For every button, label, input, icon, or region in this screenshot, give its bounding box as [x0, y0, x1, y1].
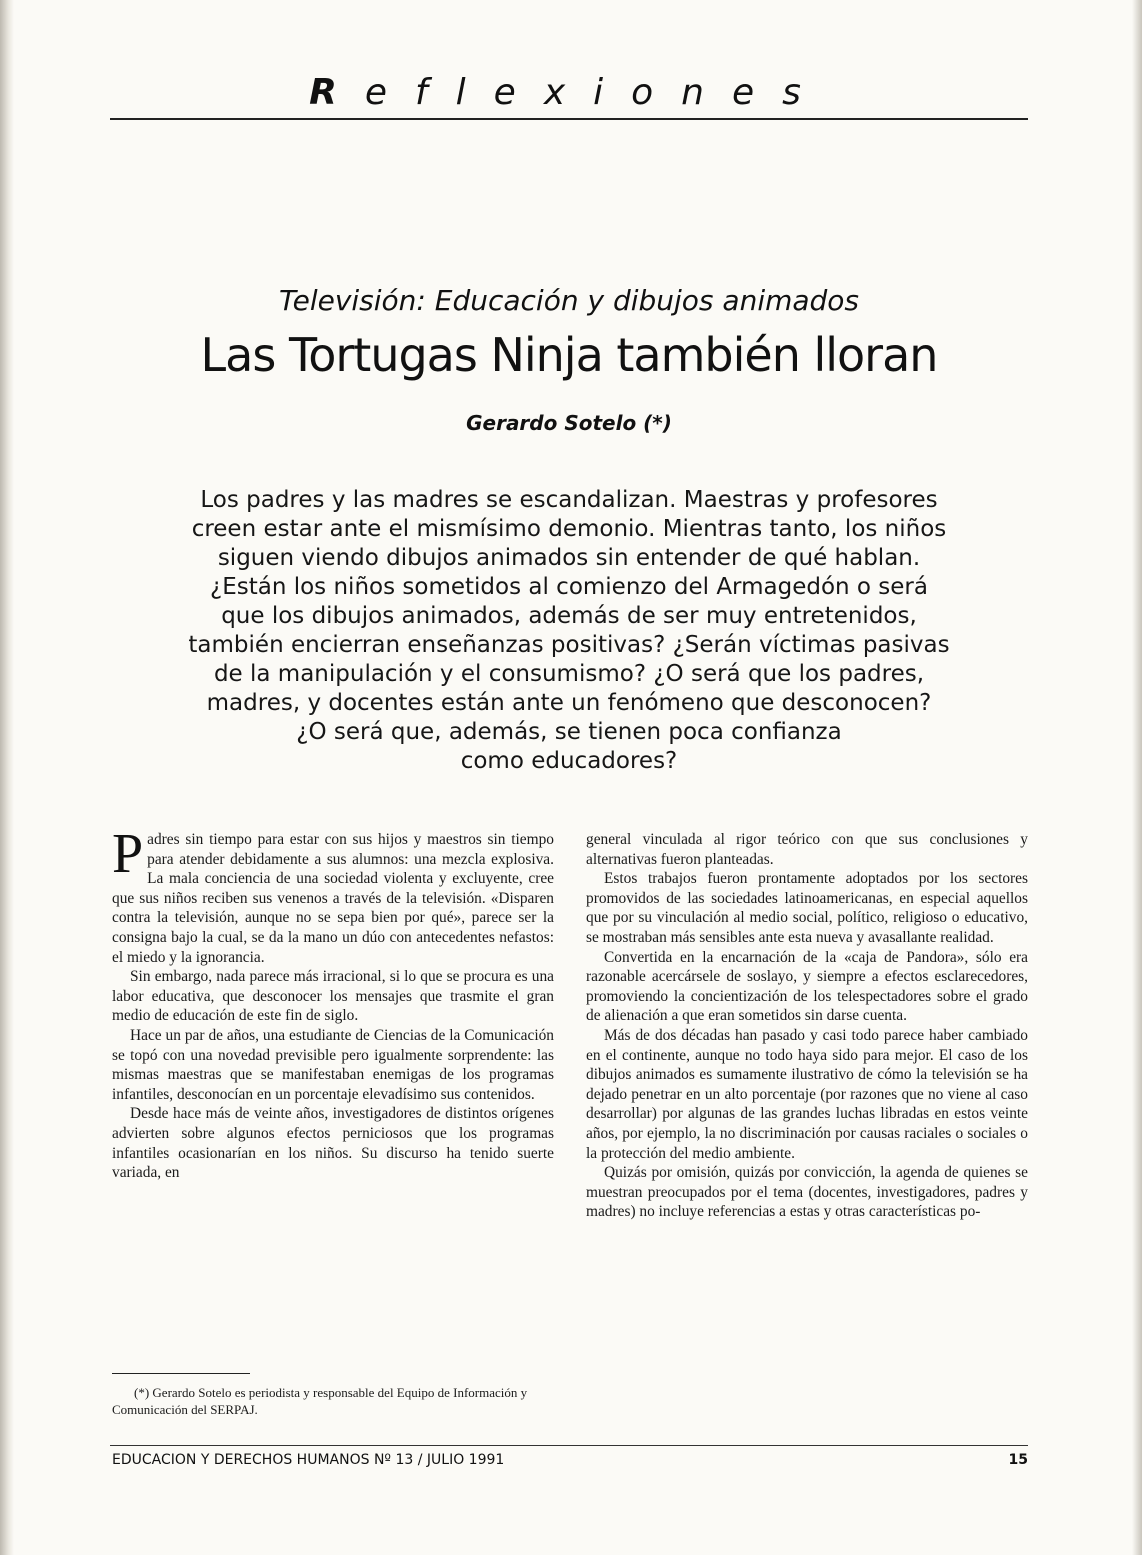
body-column-left — [112, 823, 554, 1183]
drop-cap: P — [112, 823, 144, 885]
section-header — [110, 72, 1028, 118]
page-binding-edge — [0, 0, 14, 1555]
body-paragraph: Desde hace más de veinte años, investigadores de distintos orígenes advierten sobre algunos efectos perniciosos que los programas infantiles ocasionarían en los niños. Su discurso ha tenido suerte variada, en — [112, 1105, 554, 1182]
body-paragraph: Hace un par de años, una estudiante de Ciencias de la Comunicación se topó con una novedad previsible pero igualmente sorprendente: las mismas maestras que se manifestaban enemigas de los programas infantiles, desconocían en un porcentaje elevadísimo sus contenidos. — [112, 1026, 554, 1103]
footer-rule — [110, 1445, 1028, 1446]
abstract-line: Los padres y las madres se escandalizan. Maestras y profesores — [200, 487, 938, 513]
body-paragraph: Sin embargo, nada parece más irracional, si lo que se procura es una labor educativa, que desconocer los mensajes que trasmite el gran medio de educación de este fin de siglo. — [112, 968, 554, 1025]
abstract-line: creen estar ante el mismísimo demonio. Mientras tanto, los niños — [191, 516, 947, 542]
page-right-edge — [1132, 0, 1142, 1555]
footnote-rule — [112, 1373, 250, 1374]
page-number: 15 — [1008, 1452, 1028, 1468]
body-paragraph: Más de dos décadas han pasado y casi todo parece haber cambiado en el continente, aunque no todo haya sido para mejor. El caso de los dibujos animados es sumamente ilustrativo de cómo la televisión se ha dejado penetrar en un alto porcentaje (por razones que no viene al caso desarrollar) por algunas de las grandes luchas libradas en estos veinte años, por ejemplo, la no discriminación por causas raciales o sociales o la protección del medio ambiente. — [586, 1026, 1028, 1162]
footnote: (*) Gerardo Sotelo es periodista y responsable del Equipo de Información y Comunicación del SERPAJ. — [112, 1385, 528, 1417]
header-rule — [110, 118, 1028, 120]
body-paragraph: general vinculada al rigor teórico con que sus conclusiones y alternativas fueron planteadas. — [586, 831, 1028, 868]
body-paragraph — [112, 823, 554, 967]
paragraph-text: adres sin tiempo para estar con sus hijos y maestros sin tiempo para atender debidamente a sus alumnos: una mezcla explosiva. La mala conciencia de una sociedad violenta y excluyente, cree que sus niños reciben sus venenos a través de la televisión. «Disparen contra la televisión, aunque no se sepa bien por qué», parece ser la consigna bajo la cual, se da la mano un dúo con antecedentes nefastos: el miedo y la ignorancia. — [112, 831, 554, 966]
article-kicker: Televisión: Educación y dibujos animados — [278, 284, 860, 317]
section-header-initial: R — [309, 72, 365, 113]
abstract-line: como educadores? — [460, 748, 678, 774]
abstract-line: madres, y docentes están ante un fenómeno que desconocen? — [206, 690, 932, 716]
abstract-line: de la manipulación y el consumismo? ¿O será que los padres, — [213, 661, 925, 687]
abstract-line: siguen viendo dibujos animados sin entender de qué hablan. — [217, 545, 921, 571]
abstract-line: ¿Están los niños sometidos al comienzo del Armagedón o será — [210, 574, 928, 600]
body-column-right — [586, 830, 1028, 1222]
journal-footer: EDUCACION Y DERECHOS HUMANOS Nº 13 / JULIO 1991 — [112, 1452, 505, 1468]
body-paragraph: Convertida en la encarnación de la «caja de Pandora», sólo era razonable acercársele de soslayo, y siempre a efectos esclarecedores, promoviendo la concientización de los telespectadores sobre el grado de alienación a que eran sometidos sin darse cuenta. — [586, 948, 1028, 1025]
body-paragraph: Estos trabajos fueron prontamente adoptados por los sectores promovidos de las sociedades latinoamericanas, en especial aquellos que por su vinculación al medio social, político, religioso o educativo, se mostraban más sensibles ante esta nueva y avasallante realidad. — [586, 870, 1028, 946]
article-byline: Gerardo Sotelo (*) — [466, 411, 672, 435]
section-header-rest: eflexiones — [364, 72, 829, 113]
article-abstract — [110, 486, 1028, 776]
abstract-line: también encierran enseñanzas positivas? ¿Serán víctimas pasivas — [188, 632, 950, 658]
body-paragraph: Quizás por omisión, quizás por convicción, la agenda de quienes se muestran preocupados por el tema (docentes, investigadores, padres y madres) no incluye referencias a estas y otras características po- — [586, 1164, 1028, 1221]
abstract-line: que los dibujos animados, además de ser muy entretenidos, — [221, 603, 917, 629]
article-title: Las Tortugas Ninja también lloran — [200, 328, 938, 382]
abstract-line: ¿O será que, además, se tienen poca confianza — [296, 719, 842, 745]
